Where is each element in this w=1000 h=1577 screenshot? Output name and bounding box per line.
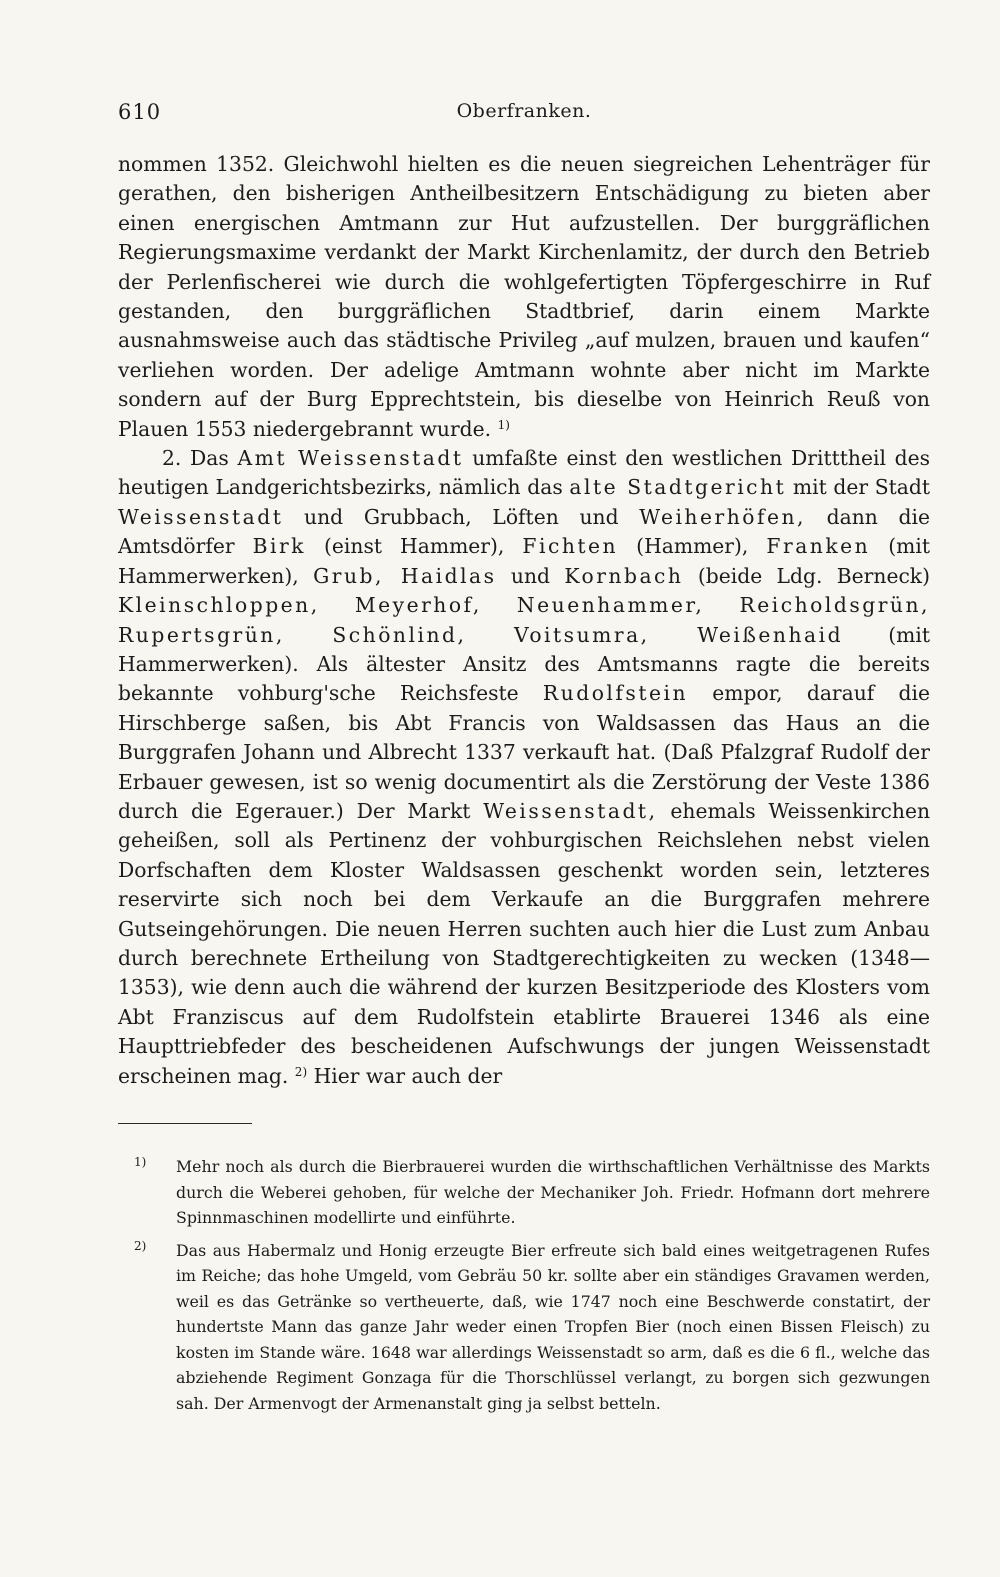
text-run: (Hammer), (636, 534, 749, 559)
paragraph-2 (118, 444, 930, 1091)
footnote-2 (118, 1238, 930, 1417)
emphasis-alte-stadtgericht: alte Stadtgericht (569, 475, 787, 500)
footnote-ref-2: 2) (294, 1064, 308, 1079)
footnotes (118, 1154, 930, 1416)
main-text (118, 150, 930, 1091)
emphasis-weiherhoefen: Weiherhöfen, (639, 504, 806, 529)
paragraph-1-text: nommen 1352. Gleichwohl hielten es die neuen siegreichen Lehenträger für gerathen, den bisherigen Antheilbesitzern Entschädigung zu bieten aber einen energischen Amtmann zur Hut aufzustellen. Der burggräflichen Regierungsmaxime verdankt der Markt Kirchenlamitz, der durch den Betrieb der Perlenfischerei wie durch die wohlgefertigten Töpfergeschirre in Ruf gestanden, den burggräflichen Stadtbrief, darin einem Markte ausnahmsweise auch das städtische Privileg „auf mulzen, brauen und kaufen“ verliehen worden. Der adelige Amtmann wohnte aber nicht im Markte sondern auf der Burg Epprechtstein, bis dieselbe von Heinrich Reuß von Plauen 1553 niedergebrannt wurde. (118, 152, 930, 441)
footnote-text: Das aus Habermalz und Honig erzeugte Bier erfreute sich bald eines weitgetragenen Rufes im Reiche; das hohe Umgeld, vom Gebräu 50 kr. sollte aber ein ständiges Gravamen werden, weil es das Getränke so vertheuerte, daß, wie 1747 noch eine Beschwerde constatirt, der hundertste Mann das ganze Jahr weder einen Tropfen Bier (noch einen Bissen Fleisch) zu kosten im Stande wäre. 1648 war allerdings Weissenstadt so arm, daß es die 6 fl., welche das abziehende Regiment Gonzaga für die Thorschlüssel verlangt, zu borgen sich gezwungen sah. Der Armenvogt der Armenanstalt ging ja selbst betteln. (176, 1240, 930, 1413)
text-run: ehemals Weissenkirchen geheißen, soll als Pertinenz der vohburgischen Reichslehen nebst vielen Dorfschaften dem Kloster Waldsassen geschenkt worden sein, letzteres reservirte sich noch bei dem Verkaufe an die Burggrafen mehrere Gutseingehörungen. Die neuen Herren suchten auch hier die Lust zum Anbau durch berechnete Ertheilung von Stadtgerechtigkeiten zu wecken (1348—1353), wie denn auch die während der kurzen Besitzperiode des Klosters vom Abt Franziscus auf dem Rudolfstein etablirte Brauerei 1346 als eine Haupttriebfeder des bescheidenen Aufschwungs der jungen Weissenstadt erscheinen mag. (118, 798, 931, 1088)
emphasis-grub-haidlas: Grub, Haidlas (313, 563, 497, 588)
text-run: (beide Ldg. Berneck) (697, 563, 931, 588)
text-run: und (510, 563, 551, 588)
text-run: (einst Hammer), (324, 534, 505, 559)
text-run: 2. Das (162, 446, 229, 471)
page-header (118, 96, 930, 136)
emphasis-weissenstadt: Weissenstadt (118, 504, 284, 529)
text-run: Hier war auch der (313, 1063, 503, 1088)
emphasis-fichten: Fichten (522, 534, 619, 559)
footnote-1 (118, 1154, 930, 1231)
text-run: umfaßte einst den westlichen Dritttheil des heutigen Landgerichtsbezirks, nämlich das (118, 446, 930, 500)
text-run: (mit Hammerwerken). Als ältester Ansitz des Amtsmanns ragte die bereits bekannte vohburg'sche Reichsfeste (118, 622, 930, 706)
emphasis-franken: Franken (766, 534, 871, 559)
text-run: dann die Amtsdörfer (118, 504, 931, 559)
book-page (118, 96, 930, 1423)
emphasis-village-list: Kleinschloppen, Meyerhof, Neuenhammer, Reicholdsgrün, Rupertsgrün, Schönlind, Voitsumra, Weißenhaid (118, 593, 930, 647)
emphasis-rudolfstein: Rudolfstein (542, 681, 689, 706)
text-run: mit der Stadt (792, 475, 930, 500)
footnote-divider (118, 1123, 252, 1124)
emphasis-amt-weissenstadt: Amt Weissenstadt (237, 446, 464, 471)
footnote-mark: 1) (134, 1155, 147, 1169)
text-run: empor, darauf die Hirschberge saßen, bis Abt Francis von Waldsassen das Haus an die Burggrafen Johann und Albrecht 1337 verkauft hat. (Daß Pfalzgraf Rudolf der Erbauer gewesen, ist so wenig documentirt als die Zerstörung der Veste 1386 durch die Egerauer.) Der Markt (118, 681, 930, 823)
paragraph-1 (118, 150, 930, 444)
emphasis-birk: Birk (252, 534, 306, 559)
footnote-text: Mehr noch als durch die Bierbrauerei wurden die wirthschaftlichen Verhältnisse des Markts durch die Weberei gehoben, für welche der Mechaniker Joh. Friedr. Hofmann dort mehrere Spinnmaschinen modellirte und einführte. (176, 1157, 930, 1227)
emphasis-weissenstadt-markt: Weissenstadt, (483, 798, 658, 823)
footnote-ref-1: 1) (497, 417, 510, 432)
text-run: (mit Hammerwerken), (118, 534, 931, 588)
page-number: 610 (118, 100, 162, 124)
text-run: und Grubbach, Löften und (304, 504, 619, 529)
footnote-mark: 2) (134, 1238, 147, 1253)
running-head: Oberfranken. (456, 100, 592, 122)
emphasis-kornbach: Kornbach (564, 563, 684, 588)
